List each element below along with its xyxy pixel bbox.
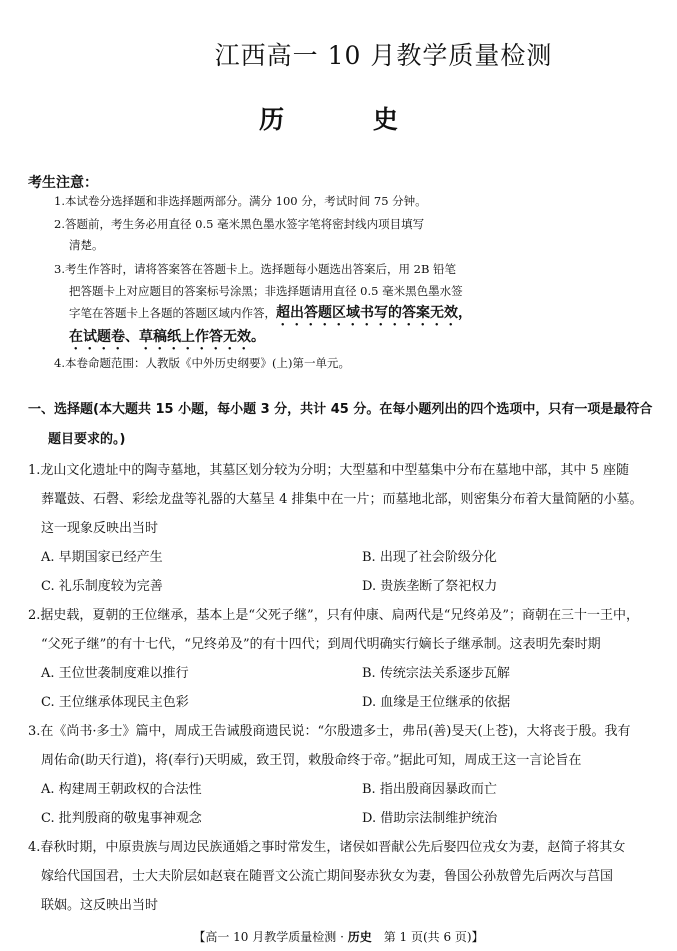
footer-page: 第 1 页(共 6 页)】: [371, 930, 484, 944]
notice-line-8: 4.本卷命题范围：人教版《中外历史纲要》(上)第一单元。: [54, 356, 350, 370]
question-4-line-1: 4.春秋时期，中原贵族与周边民族通婚之事时常发生，诸侯如晋献公先后娶四位戎女为妻，赵简子将其女: [28, 840, 626, 855]
section-heading-2: 题目要求的。): [48, 432, 126, 447]
question-3-option-c[interactable]: C. 批判殷商的敬鬼事神观念: [41, 811, 202, 826]
question-1-line-2: 葬鼍鼓、石磬、彩绘龙盘等礼器的大墓呈 4 排集中在一片；而墓地北部，则密集分布着大量简陋的小墓。: [41, 492, 643, 507]
question-3-option-d[interactable]: D. 借助宗法制维护统治: [362, 811, 498, 826]
question-4-line-2: 嫁给代国国君，士大夫阶层如赵衰在随晋文公流亡期间娶赤狄女为妻，鲁国公孙敖曾先后两次与莒国: [41, 869, 614, 884]
question-1-option-d[interactable]: D. 贵族垄断了祭祀权力: [362, 579, 498, 594]
question-1-option-b[interactable]: B. 出现了社会阶级分化: [362, 550, 497, 565]
question-1-option-c[interactable]: C. 礼乐制度较为完善: [41, 579, 163, 594]
question-3-option-a[interactable]: A. 构建周王朝政权的合法性: [41, 782, 202, 797]
subject-title: 历 史: [259, 105, 438, 134]
notice-warning-1: 超出答题区域书写的答案无效，: [276, 305, 472, 321]
question-3-option-b[interactable]: B. 指出殷商因暴政而亡: [362, 782, 497, 797]
notice-line-3: 清楚。: [69, 238, 104, 252]
notice-line-2: 2.答题前，考生务必用直径 0.5 毫米黑色墨水签字笔将密封线内项目填写: [54, 217, 425, 231]
question-2-line-2: “父死子继”的有十七代，“兄终弟及”的有十四代；到周代明确实行嫡长子继承制。这表明先秦时期: [41, 637, 601, 652]
question-1-line-3: 这一现象反映出当时: [41, 521, 159, 536]
question-2-option-a[interactable]: A. 王位世袭制度难以推行: [41, 666, 189, 681]
notice-line-5: 把答题卡上对应题目的答案标号涂黑；非选择题请用直径 0.5 毫米黑色墨水签: [69, 284, 463, 298]
question-3-line-2: 周佑命(助天行道)，将(奉行)天明威，致王罚，敕殷命终于帝。”据此可知，周成王这一言论旨在: [41, 753, 582, 768]
question-2-line-1: 2.据史载，夏朝的王位继承，基本上是“父死子继”，只有仲康、扃两代是“兄终弟及”；商朝在三十一王中，: [28, 608, 639, 623]
notice-line-4: 3.考生作答时，请将答案答在答题卡上。选择题每小题选出答案后，用 2B 铅笔: [54, 262, 457, 276]
question-2-option-d[interactable]: D. 血缘是王位继承的依据: [362, 695, 511, 710]
notice-line-6-text: 字笔在答题卡上各题的答题区域内作答，: [69, 306, 276, 320]
question-1-option-a[interactable]: A. 早期国家已经产生: [41, 550, 163, 565]
question-2-option-c[interactable]: C. 王位继承体现民主色彩: [41, 695, 189, 710]
notice-line-1: 1.本试卷分选择题和非选择题两部分。满分 100 分，考试时间 75 分钟。: [54, 194, 427, 208]
footer-subject: 历史: [347, 930, 372, 944]
question-3-line-1: 3.在《尚书·多士》篇中，周成王告诫殷商遗民说：“尔殷遗多士，弗吊(善)旻天(上苍)，大将丧于殷。我有: [28, 724, 631, 739]
section-heading-1: 一、选择题(本大题共 15 小题，每小题 3 分，共计 45 分。在每小题列出的四个选项中，只有一项是最符合: [28, 402, 653, 417]
question-2-option-b[interactable]: B. 传统宗法关系逐步瓦解: [362, 666, 510, 681]
notice-line-7: 在试题卷、草稿纸上作答无效。: [69, 329, 265, 345]
notice-heading: 考生注意：: [28, 175, 98, 191]
notice-line-6: [69, 303, 472, 329]
footer-left: 【高一 10 月教学质量检测 ·: [193, 930, 348, 944]
page-footer: [0, 928, 677, 945]
question-4-line-3: 联姻。这反映出当时: [41, 898, 159, 913]
exam-title: 江西高一 10 月教学质量检测: [214, 41, 553, 70]
question-1-line-1: 1.龙山文化遗址中的陶寺墓地，其墓区划分较为分明；大型墓和中型墓集中分布在墓地中部，其中 5 座随: [28, 463, 629, 478]
